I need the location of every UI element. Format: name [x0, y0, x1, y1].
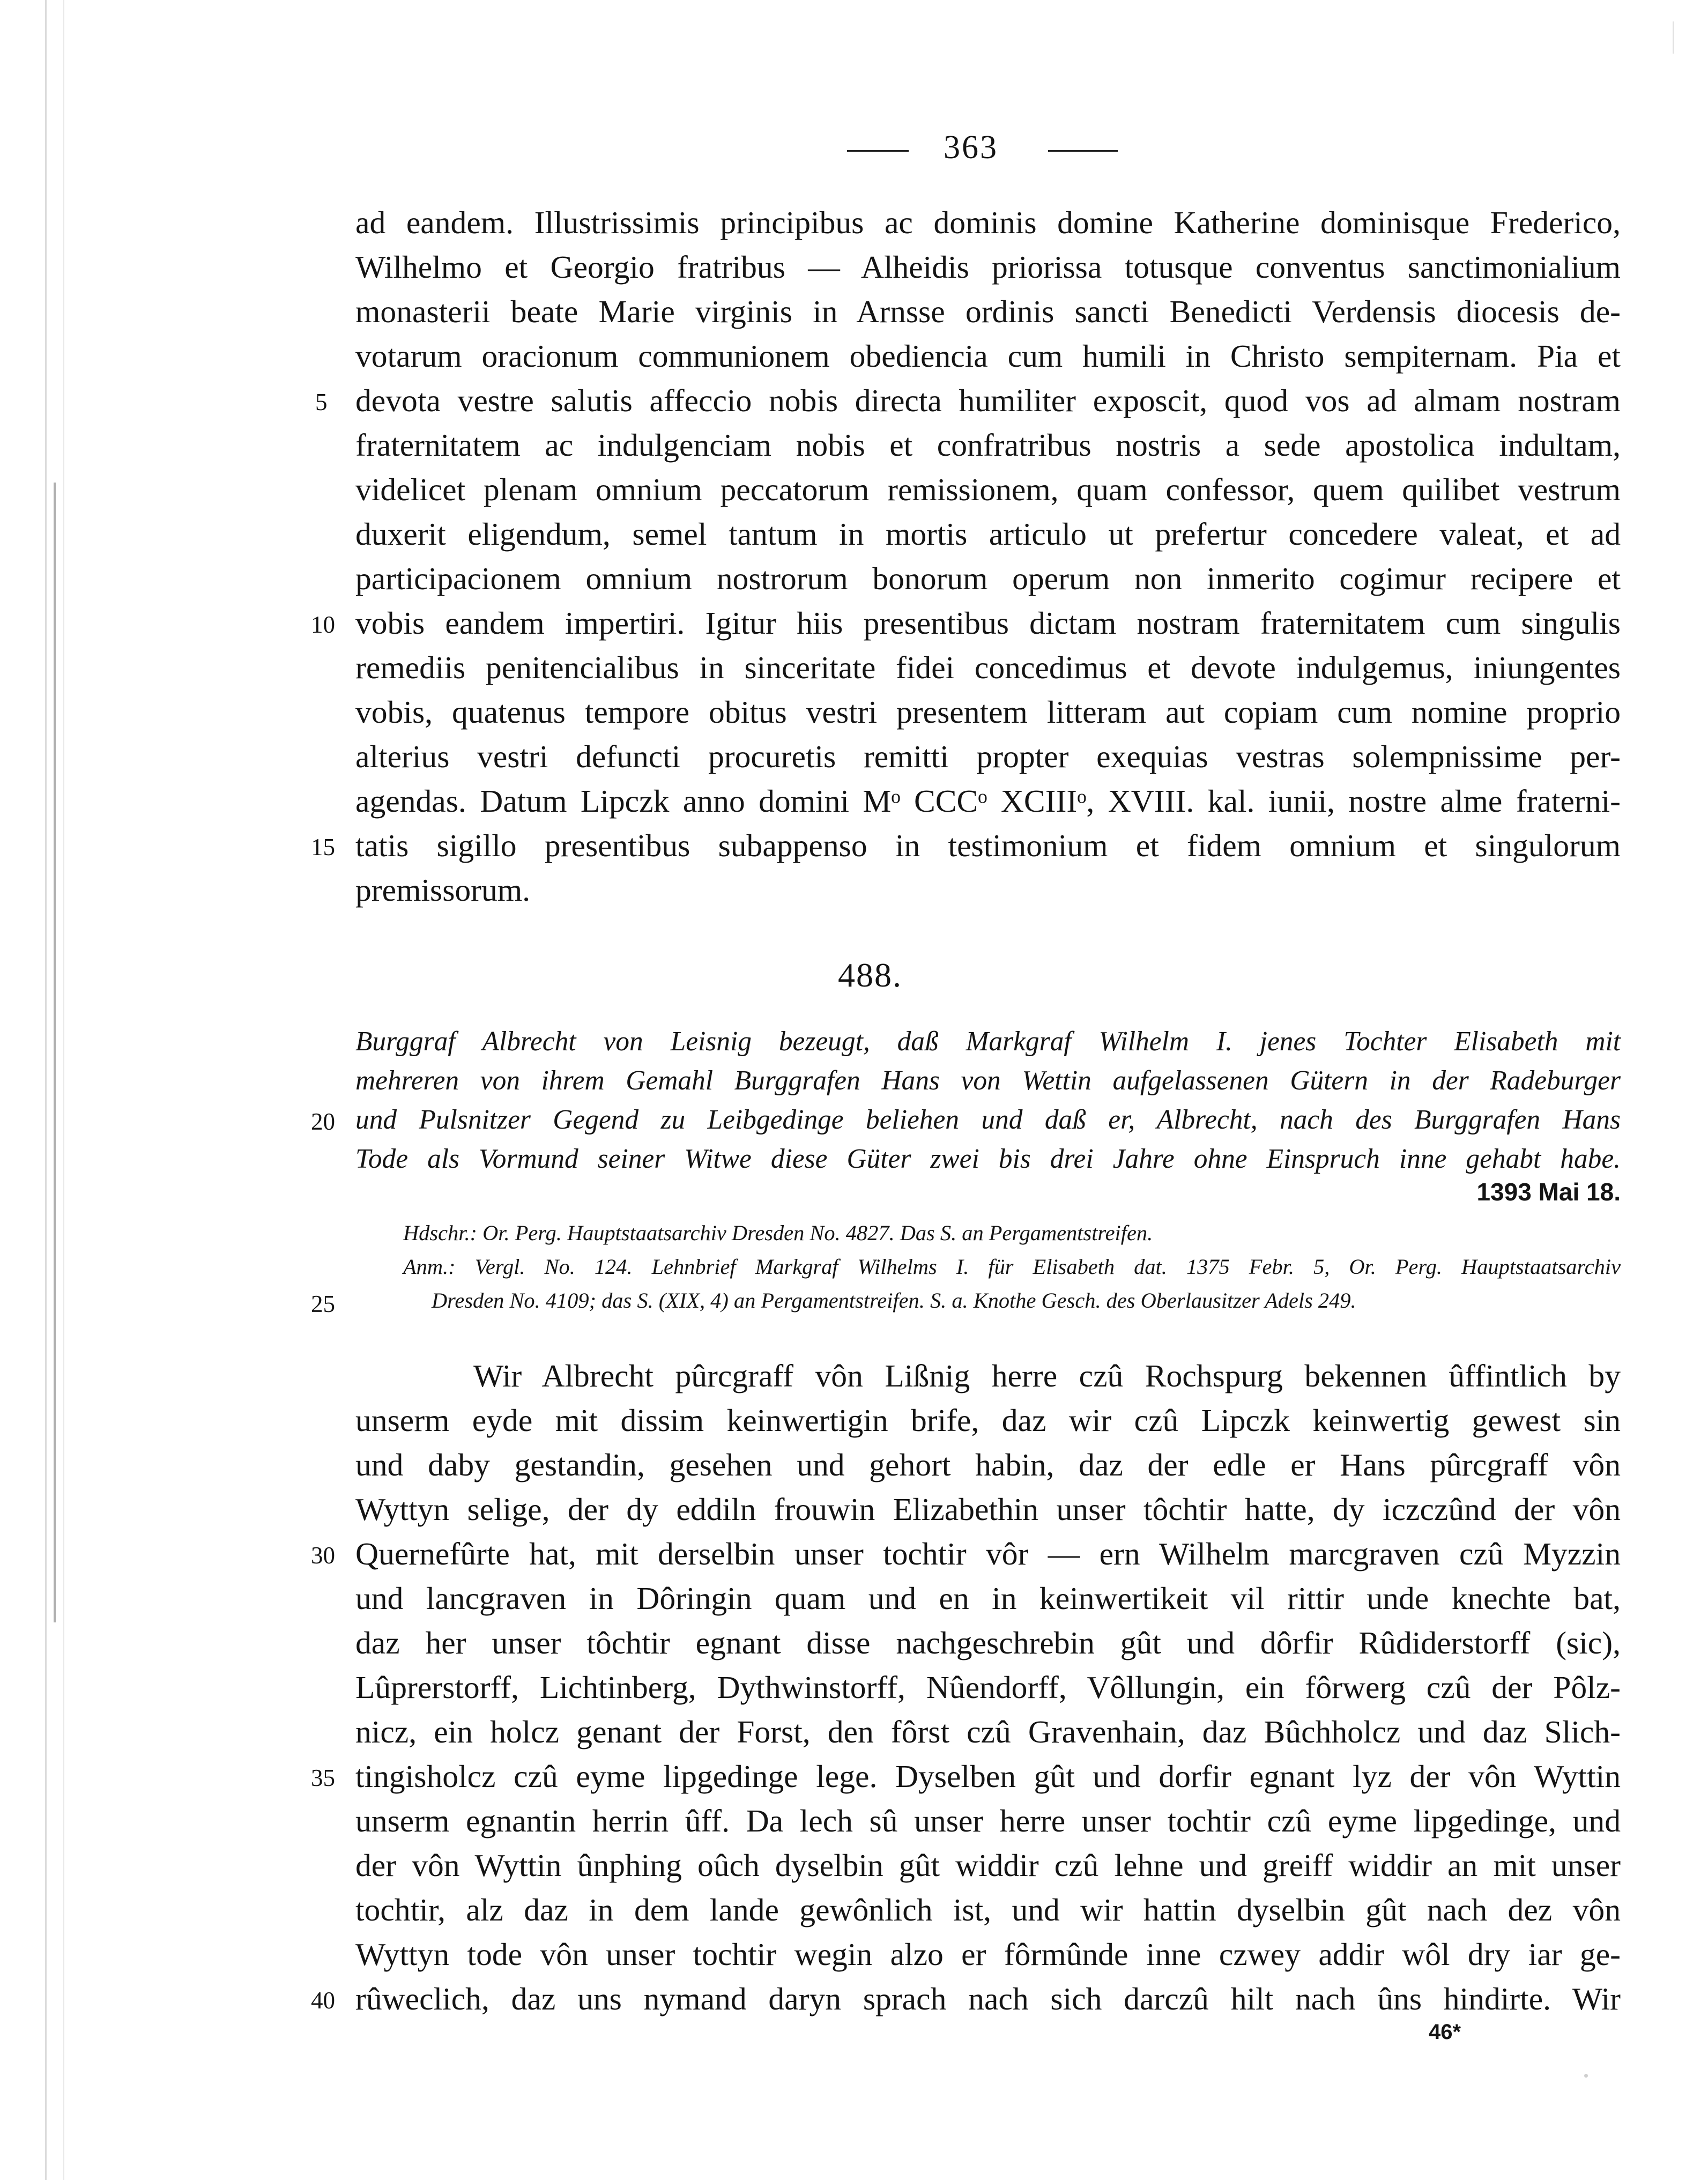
text-line: remediis penitencialibus in sinceritate fidei concedimus et devote indulgemus, iniungentes — [355, 650, 1621, 685]
binding-edge-shadow — [63, 0, 64, 2180]
signature-mark: 46* — [1429, 2020, 1461, 2044]
regest-line: Burggraf Albrecht von Leisnig bezeugt, daß Markgraf Wilhelm I. jenes Tochter Elisabeth mit — [355, 1026, 1621, 1057]
text-line: vobis eandem impertiri. Igitur hiis presentibus dictam nostram fraternitatem cum singulis — [355, 605, 1621, 641]
text-line: tochtir, alz daz in dem lande gewônlich ist, und wir hattin dyselbin gût nach dez vôn — [355, 1892, 1621, 1927]
header-rule-left — [847, 150, 909, 152]
text-line: unserm egnantin herrin ûff. Da lech sû unser herre unser tochtir czû eyme lipgedinge, und — [355, 1803, 1621, 1838]
scan-speck — [1584, 2074, 1588, 2078]
regest-line: und Pulsnitzer Gegend zu Leibgedinge beliehen und daß er, Albrecht, nach des Burggrafen Hans — [355, 1104, 1621, 1135]
line-number: 25 — [311, 1291, 335, 1317]
note-anm: Anm.: Vergl. No. 124. Lehnbrief Markgraf Wilhelms I. für Elisabeth dat. 1375 Febr. 5, Or. Perg. Hauptstaatsarchiv — [403, 1255, 1621, 1279]
binding-edge-shadow — [54, 483, 56, 1622]
text-line: videlicet plenam omnium peccatorum remissionem, quam confessor, quem quilibet vestrum — [355, 472, 1621, 507]
text-line: Quernefûrte hat, mit derselbin unser tochtir vôr — ern Wilhelm marcgraven czû Myzzin — [355, 1536, 1621, 1571]
regest-line: mehreren von ihrem Gemahl Burggrafen Hans von Wettin aufgelassenen Gütern in der Radeburger — [355, 1065, 1621, 1096]
text-line: und daby gestandin, gesehen und gehort habin, daz der edle er Hans pûrcgraff vôn — [355, 1447, 1621, 1482]
text-line: devota vestre salutis affeccio nobis directa humiliter exposcit, quod vos ad almam nostram — [355, 383, 1621, 418]
text-line: und lancgraven in Dôringin quam und en in keinwertikeit vil rittir unde knechte bat, — [355, 1581, 1621, 1616]
line-number: 40 — [311, 1987, 335, 2014]
text-line: votarum oracionum communionem obediencia cum humili in Christo sempiternam. Pia et — [355, 338, 1621, 374]
text-line: alterius vestri defuncti procuretis remitti propter exequias vestras solempnissime per- — [355, 739, 1621, 774]
page-header — [0, 129, 1708, 172]
line-number: 20 — [311, 1108, 335, 1135]
page-number: 363 — [944, 129, 998, 166]
line-number: 10 — [311, 611, 335, 638]
text-line: Lûprerstorff, Lichtinberg, Dythwinstorff, Nûendorff, Vôllungin, ein fôrwerg czû der Pôlz- — [355, 1670, 1621, 1705]
text-line: Wyttyn selige, der dy eddiln frouwin Elizabethin unser tôchtir hatte, dy iczczûnd der vôn — [355, 1492, 1621, 1527]
note-anm-continued: Dresden No. 4109; das S. (XIX, 4) an Pergamentstreifen. S. a. Knothe Gesch. des Oberlausitzer Adels 249. — [432, 1288, 1356, 1313]
text-line: Wyttyn tode vôn unser tochtir wegin alzo er fôrmûnde inne czwey addir wôl dry iar ge- — [355, 1937, 1621, 1972]
text-line: Wilhelmo et Georgio fratribus — Alheidis priorissa totusque conventus sanctimonialium — [355, 249, 1621, 285]
text-line: monasterii beate Marie virginis in Arnsse ordinis sancti Benedicti Verdensis diocesis de- — [355, 294, 1621, 329]
header-rule-right — [1048, 150, 1118, 152]
text-line: der vôn Wyttin ûnphing oûch dyselbin gût widdir czû lehne und greiff widdir an mit unser — [355, 1848, 1621, 1883]
text-line: fraternitatem ac indulgenciam nobis et confratribus nostris a sede apostolica indultam, — [355, 427, 1621, 463]
regest-line: Tode als Vormund seiner Witwe diese Güter zwei bis drei Jahre ohne Einspruch inne gehabt habe. — [355, 1144, 1621, 1174]
text-line: duxerit eligendum, semel tantum in mortis articulo ut prefertur concedere valeat, et ad — [355, 516, 1621, 552]
text-line: rûweclich, daz uns nymand daryn sprach nach sich darczû hilt nach ûns hindirte. Wir — [355, 1981, 1621, 2016]
line-number: 5 — [315, 389, 328, 416]
text-line: nicz, ein holcz genant der Forst, den fôrst czû Gravenhain, daz Bûchholcz und daz Slich- — [355, 1714, 1621, 1749]
text-line: vobis, quatenus tempore obitus vestri presentem litteram aut copiam cum nomine proprio — [355, 694, 1621, 730]
binding-edge-shadow — [45, 0, 47, 2180]
text-line: tingisholcz czû eyme lipgedinge lege. Dyselben gût und dorfir egnant lyz der vôn Wyttin — [355, 1759, 1621, 1794]
scan-speck — [1673, 21, 1674, 54]
document-number: 488. — [838, 956, 902, 994]
text-line: tatis sigillo presentibus subappenso in testimonium et fidem omnium et singulorum — [355, 828, 1621, 863]
text-line: agendas. Datum Lipczk anno domini Mᵒ CCCᵒ XCIIIᵒ, XVIII. kal. iunii, nostre alme fraterni- — [355, 783, 1621, 819]
text-line: daz her unser tôchtir egnant disse nachgeschrebin gût und dôrfir Rûdiderstorff (sic), — [355, 1625, 1621, 1660]
note-hdschr: Hdschr.: Or. Perg. Hauptstaatsarchiv Dresden No. 4827. Das S. an Pergamentstreifen. — [403, 1221, 1153, 1245]
text-line: unserm eyde mit dissim keinwertigin brife, daz wir czû Lipczk keinwertig gewest sin — [355, 1403, 1621, 1438]
line-number: 30 — [311, 1542, 335, 1569]
text-line: Wir Albrecht pûrcgraff vôn Lißnig herre czû Rochspurg bekennen ûffintlich by — [473, 1358, 1621, 1393]
text-line: premissorum. — [355, 872, 531, 908]
line-number: 15 — [311, 834, 335, 861]
text-line: participacionem omnium nostrorum bonorum operum non inmerito cogimur recipere et — [355, 561, 1621, 596]
line-number: 35 — [311, 1764, 335, 1791]
document-date: 1393 Mai 18. — [1476, 1178, 1621, 1206]
text-line: ad eandem. Illustrissimis principibus ac dominis domine Katherine dominisque Frederico, — [355, 205, 1621, 240]
